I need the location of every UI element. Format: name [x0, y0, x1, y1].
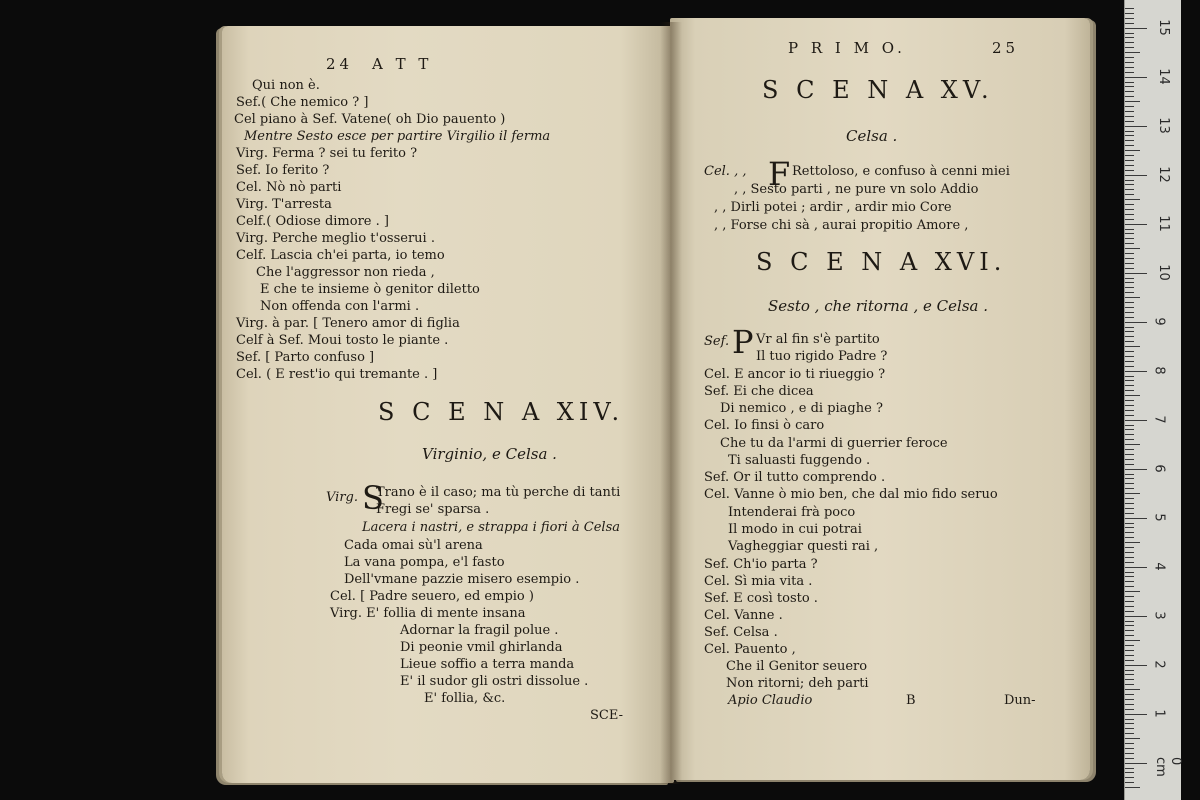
- ruler-tick: [1125, 361, 1134, 362]
- ruler-tick: [1125, 650, 1134, 651]
- text-line: Di peonie vmil ghirlanda: [400, 640, 563, 655]
- ruler-tick: [1125, 219, 1134, 220]
- ruler-tick: [1125, 728, 1134, 729]
- ruler-tick: [1125, 753, 1134, 754]
- ruler-tick: [1125, 655, 1134, 656]
- ruler-tick: [1125, 567, 1147, 568]
- ruler-tick: [1125, 82, 1134, 83]
- text-line: Cada omai sù'l arena: [344, 538, 483, 553]
- scene-xiv-title: S C E N A XIV.: [378, 398, 625, 426]
- text-line: Sef. Ei che dicea: [704, 384, 814, 399]
- ruler-tick: [1125, 47, 1134, 48]
- ruler-tick: [1125, 106, 1134, 107]
- ruler-tick: [1125, 351, 1134, 352]
- ruler-tick: [1125, 327, 1134, 328]
- ruler-tick: [1125, 180, 1134, 181]
- text-line: Lieue soffio a terra manda: [400, 657, 575, 672]
- ruler-tick: [1125, 738, 1140, 739]
- ruler-tick: [1125, 532, 1134, 533]
- text-line: Mentre Sesto esce per partire Virgilio il ferma: [244, 129, 551, 144]
- ruler-tick: [1125, 758, 1134, 759]
- ruler-tick: [1125, 13, 1134, 14]
- scene-xvi-title: S C E N A XVI.: [756, 248, 1007, 276]
- ruler-tick: [1125, 459, 1134, 460]
- ruler-tick: [1125, 782, 1134, 783]
- ruler-tick: [1125, 405, 1134, 406]
- text-line: Sef. E così tosto .: [704, 591, 818, 606]
- ruler-tick: [1125, 547, 1134, 548]
- ruler-tick: [1125, 37, 1134, 38]
- text-line: Sef. Ch'io parta ?: [704, 557, 818, 572]
- text-line: Cel piano à Sef. Vatene( oh Dio pauento ): [234, 112, 506, 127]
- text-line: E che te insieme ò genitor diletto: [260, 282, 480, 297]
- text-line: Che l'aggressor non rieda ,: [256, 265, 435, 280]
- scene-xv-title: S C E N A XV.: [762, 76, 994, 104]
- ruler-tick: [1125, 194, 1134, 195]
- text-line: E' il sudor gli ostri dissolue .: [400, 674, 589, 689]
- ruler-tick: [1125, 679, 1134, 680]
- text-line: Trano è il caso; ma tù perche di tanti: [376, 485, 621, 500]
- ruler-label: 1: [1151, 709, 1167, 718]
- ruler-tick: [1125, 62, 1134, 63]
- ruler-tick: [1125, 723, 1134, 724]
- right-running-header: P R I M O.: [788, 39, 906, 57]
- ruler-tick: [1125, 523, 1134, 524]
- ruler-label: 12: [1155, 166, 1171, 183]
- text-line: Cel. Vanne .: [704, 608, 783, 623]
- ruler-tick: [1125, 224, 1147, 225]
- ruler-tick: [1125, 395, 1140, 396]
- ruler-tick: [1125, 336, 1134, 337]
- ruler-tick: [1125, 630, 1134, 631]
- text-line: Che tu da l'armi di guerrier feroce: [720, 436, 948, 451]
- left-catchword: SCE-: [590, 708, 623, 723]
- ruler-label: 0 cm: [1153, 757, 1183, 777]
- ruler-tick: [1125, 714, 1147, 715]
- ruler-tick: [1125, 420, 1147, 421]
- text-line: Celf. Lascia ch'ei parta, io temo: [236, 248, 445, 263]
- ruler-label: 15: [1155, 19, 1171, 36]
- ruler-tick: [1125, 488, 1134, 489]
- ruler-tick: [1125, 635, 1134, 636]
- ruler-tick: [1125, 640, 1140, 641]
- ruler-tick: [1125, 625, 1134, 626]
- ruler-tick: [1125, 527, 1134, 528]
- text-line: Virg. Perche meglio t'osserui .: [236, 231, 435, 246]
- ruler-tick: [1125, 170, 1134, 171]
- left-running-header: A T T: [372, 55, 433, 73]
- ruler-tick: [1125, 189, 1134, 190]
- text-line: Apio Claudio: [728, 693, 813, 708]
- ruler-tick: [1125, 140, 1134, 141]
- ruler-tick: [1125, 478, 1134, 479]
- text-line: Adornar la fragil polue .: [400, 623, 559, 638]
- ruler-tick: [1125, 317, 1134, 318]
- ruler-tick: [1125, 777, 1134, 778]
- ruler-tick: [1125, 498, 1134, 499]
- ruler-tick: [1125, 160, 1134, 161]
- text-line: Non offenda con l'armi .: [260, 299, 420, 314]
- ruler-tick: [1125, 581, 1134, 582]
- ruler-label: 3: [1151, 611, 1167, 620]
- ruler-tick: [1125, 268, 1134, 269]
- ruler-tick: [1125, 278, 1134, 279]
- ruler-tick: [1125, 18, 1134, 19]
- text-line: , , Sesto parti , ne pure vn solo Addio: [734, 182, 979, 197]
- ruler-tick: [1125, 464, 1134, 465]
- scene-xvi-subtitle: Sesto , che ritorna , e Celsa .: [768, 297, 988, 315]
- ruler-tick: [1125, 243, 1134, 244]
- text-line: Virg. à par. [ Tenero amor di figlia: [236, 316, 460, 331]
- ruler-tick: [1125, 371, 1147, 372]
- ruler-tick: [1125, 101, 1140, 102]
- ruler-tick: [1125, 429, 1134, 430]
- ruler-tick: [1125, 33, 1134, 34]
- ruler-tick: [1125, 434, 1134, 435]
- ruler-tick: [1125, 493, 1140, 494]
- text-line: Il modo in cui potrai: [728, 522, 862, 537]
- ruler-tick: [1125, 684, 1134, 685]
- text-line: Virg. T'arresta: [236, 197, 332, 212]
- text-line: Il tuo rigido Padre ?: [756, 349, 888, 364]
- ruler-tick: [1125, 611, 1134, 612]
- ruler-tick: [1125, 57, 1134, 58]
- ruler-tick: [1125, 439, 1134, 440]
- ruler-label: 11: [1155, 215, 1171, 232]
- text-line: Cel. Vanne ò mio ben, che dal mio fido seruo: [704, 487, 998, 502]
- scene-xvi-speaker: Sef.: [704, 334, 730, 349]
- ruler-tick: [1125, 131, 1134, 132]
- text-line: , , Dirli potei ; ardir , ardir mio Core: [714, 200, 952, 215]
- ruler-tick: [1125, 645, 1134, 646]
- ruler-tick: [1125, 660, 1134, 661]
- text-line: E' follia, &c.: [424, 691, 506, 706]
- ruler-tick: [1125, 606, 1134, 607]
- ruler-tick: [1125, 719, 1134, 720]
- ruler-tick: [1125, 537, 1134, 538]
- ruler-tick: [1125, 233, 1134, 234]
- ruler-tick: [1125, 552, 1134, 553]
- text-line: Sef. Or il tutto comprendo .: [704, 470, 886, 485]
- ruler-tick: [1125, 111, 1134, 112]
- ruler-tick: [1125, 572, 1134, 573]
- ruler-tick: [1125, 709, 1134, 710]
- ruler-tick: [1125, 253, 1134, 254]
- text-line: Celf à Sef. Moui tosto le piante .: [236, 333, 449, 348]
- ruler-tick: [1125, 238, 1134, 239]
- ruler-tick: [1125, 150, 1140, 151]
- ruler-tick: [1125, 331, 1134, 332]
- text-line: Di nemico , e di piaghe ?: [720, 401, 883, 416]
- text-line: Vagheggiar questi rai ,: [728, 539, 879, 554]
- ruler-tick: [1125, 591, 1140, 592]
- ruler-tick: [1125, 258, 1134, 259]
- text-line: , , Forse chi sà , aurai propitio Amore ,: [714, 218, 969, 233]
- open-book: [222, 18, 1090, 788]
- ruler-tick: [1125, 135, 1134, 136]
- text-line: Dell'vmane pazzie misero esempio .: [344, 572, 580, 587]
- ruler-tick: [1125, 72, 1134, 73]
- ruler-tick: [1125, 263, 1134, 264]
- ruler-tick: [1125, 616, 1147, 617]
- ruler-tick: [1125, 670, 1134, 671]
- ruler-label: 5: [1151, 513, 1167, 522]
- text-line: Intenderai frà poco: [728, 505, 856, 520]
- ruler-tick: [1125, 121, 1134, 122]
- ruler-tick: [1125, 356, 1134, 357]
- text-line: La vana pompa, e'l fasto: [344, 555, 505, 570]
- ruler-tick: [1125, 96, 1134, 97]
- ruler-tick: [1125, 689, 1140, 690]
- ruler-tick: [1125, 199, 1140, 200]
- text-line: Vr al fin s'è partito: [756, 332, 880, 347]
- ruler-tick: [1125, 292, 1134, 293]
- ruler-tick: [1125, 346, 1140, 347]
- text-line: Sef. [ Parto confuso ]: [236, 350, 375, 365]
- ruler-tick: [1125, 699, 1134, 700]
- ruler-tick: [1125, 204, 1134, 205]
- ruler-tick: [1125, 116, 1134, 117]
- ruler-tick: [1125, 341, 1134, 342]
- ruler-tick: [1125, 23, 1134, 24]
- ruler-tick: [1125, 743, 1134, 744]
- ruler-tick: [1125, 312, 1134, 313]
- ruler-tick: [1125, 126, 1147, 127]
- ruler-label: 9: [1151, 317, 1167, 326]
- ruler-tick: [1125, 513, 1134, 514]
- ruler-tick: [1125, 601, 1134, 602]
- ruler-tick: [1125, 469, 1147, 470]
- text-line: Qui non è.: [252, 78, 320, 93]
- text-line: Cel. Sì mia vita .: [704, 574, 813, 589]
- ruler-tick: [1125, 380, 1134, 381]
- text-line: Sef. Io ferito ?: [236, 163, 330, 178]
- signature-mark: B: [906, 693, 916, 708]
- ruler-tick: [1125, 518, 1147, 519]
- ruler-tick: [1125, 229, 1134, 230]
- scene-xiv-subtitle: Virginio, e Celsa .: [422, 445, 557, 463]
- ruler-tick: [1125, 91, 1134, 92]
- ruler-tick: [1125, 52, 1140, 53]
- ruler-tick: [1125, 165, 1134, 166]
- ruler-tick: [1125, 273, 1147, 274]
- text-line: Celf.( Odiose dimore . ]: [236, 214, 389, 229]
- ruler-tick: [1125, 282, 1134, 283]
- measuring-ruler: [1124, 0, 1181, 800]
- ruler-tick: [1125, 733, 1134, 734]
- book-gutter: [660, 22, 682, 784]
- left-page: [222, 26, 674, 783]
- text-line: Cel. ( E rest'io qui tremante . ]: [236, 367, 438, 382]
- scene-xv-speaker: Cel. , ,: [704, 164, 747, 179]
- ruler-tick: [1125, 674, 1134, 675]
- ruler-tick: [1125, 542, 1140, 543]
- ruler-tick: [1125, 576, 1134, 577]
- ruler-tick: [1125, 454, 1134, 455]
- ruler-tick: [1125, 621, 1134, 622]
- left-page-number: 24: [326, 55, 354, 73]
- drop-cap-s: S: [362, 479, 384, 517]
- right-page: [670, 18, 1090, 780]
- right-page-number: 25: [992, 39, 1020, 57]
- ruler-label: 14: [1155, 68, 1171, 85]
- text-line: Virg. E' follia di mente insana: [330, 606, 526, 621]
- text-line: Virg. Ferma ? sei tu ferito ?: [236, 146, 418, 161]
- ruler-tick: [1125, 307, 1134, 308]
- text-line: Cel. Nò nò parti: [236, 180, 342, 195]
- text-line: Lacera i nastri, e strappa i fiori à Celsa: [362, 520, 621, 535]
- ruler-tick: [1125, 483, 1134, 484]
- text-line: Sef.( Che nemico ? ]: [236, 95, 369, 110]
- ruler-tick: [1125, 557, 1134, 558]
- ruler-label: 7: [1151, 415, 1167, 424]
- ruler-tick: [1125, 145, 1134, 146]
- ruler-tick: [1125, 28, 1147, 29]
- ruler-tick: [1125, 297, 1140, 298]
- ruler-tick: [1125, 400, 1134, 401]
- ruler-label: 13: [1155, 117, 1171, 134]
- text-line: Che il Genitor seuero: [726, 659, 868, 674]
- text-line: Ti saluasti fuggendo .: [728, 453, 871, 468]
- drop-cap-p: P: [732, 323, 754, 361]
- ruler-tick: [1125, 42, 1134, 43]
- text-line: Sef. Celsa .: [704, 625, 778, 640]
- ruler-label: 6: [1151, 464, 1167, 473]
- ruler-tick: [1125, 209, 1134, 210]
- ruler-tick: [1125, 322, 1147, 323]
- ruler-tick: [1125, 366, 1134, 367]
- ruler-label: 10: [1155, 264, 1171, 281]
- ruler-label: 2: [1151, 660, 1167, 669]
- right-catchword: Dun-: [1004, 693, 1036, 708]
- ruler-tick: [1125, 390, 1134, 391]
- text-line: Fregi se' sparsa .: [376, 502, 490, 517]
- drop-cap-f: F: [768, 155, 791, 193]
- ruler-tick: [1125, 694, 1134, 695]
- ruler-tick: [1125, 787, 1140, 788]
- ruler-tick: [1125, 508, 1134, 509]
- text-line: Cel. Io finsi ò caro: [704, 418, 825, 433]
- ruler-tick: [1125, 444, 1140, 445]
- ruler-tick: [1125, 214, 1134, 215]
- ruler-tick: [1125, 77, 1147, 78]
- text-line: Non ritorni; deh parti: [726, 676, 869, 691]
- ruler-tick: [1125, 302, 1134, 303]
- ruler-tick: [1125, 503, 1134, 504]
- ruler-tick: [1125, 586, 1134, 587]
- ruler-tick: [1125, 385, 1134, 386]
- ruler-tick: [1125, 562, 1134, 563]
- ruler-tick: [1125, 175, 1147, 176]
- ruler-tick: [1125, 763, 1147, 764]
- ruler-tick: [1125, 376, 1134, 377]
- ruler-tick: [1125, 184, 1134, 185]
- text-line: Cel. E ancor io ti riueggio ?: [704, 367, 886, 382]
- ruler-tick: [1125, 665, 1147, 666]
- scene-xiv-speaker: Virg.: [326, 490, 358, 505]
- ruler-tick: [1125, 449, 1134, 450]
- text-line: Cel. Pauento ,: [704, 642, 796, 657]
- ruler-label: 4: [1151, 562, 1167, 571]
- text-line: Cel. [ Padre seuero, ed empio ): [330, 589, 534, 604]
- ruler-tick: [1125, 67, 1134, 68]
- ruler-tick: [1125, 86, 1134, 87]
- ruler-tick: [1125, 248, 1140, 249]
- ruler-tick: [1125, 287, 1134, 288]
- ruler-tick: [1125, 410, 1134, 411]
- ruler-tick: [1125, 8, 1134, 9]
- ruler-tick: [1125, 596, 1134, 597]
- ruler-tick: [1125, 415, 1134, 416]
- ruler-tick: [1125, 704, 1134, 705]
- ruler-tick: [1125, 768, 1134, 769]
- ruler-tick: [1125, 474, 1134, 475]
- text-line: Rettoloso, e confuso à cenni miei: [792, 164, 1010, 179]
- ruler-tick: [1125, 155, 1134, 156]
- ruler-label: 8: [1151, 366, 1167, 375]
- ruler-tick: [1125, 748, 1134, 749]
- ruler-tick: [1125, 425, 1134, 426]
- ruler-tick: [1125, 772, 1134, 773]
- scene-xv-subtitle: Celsa .: [846, 127, 898, 145]
